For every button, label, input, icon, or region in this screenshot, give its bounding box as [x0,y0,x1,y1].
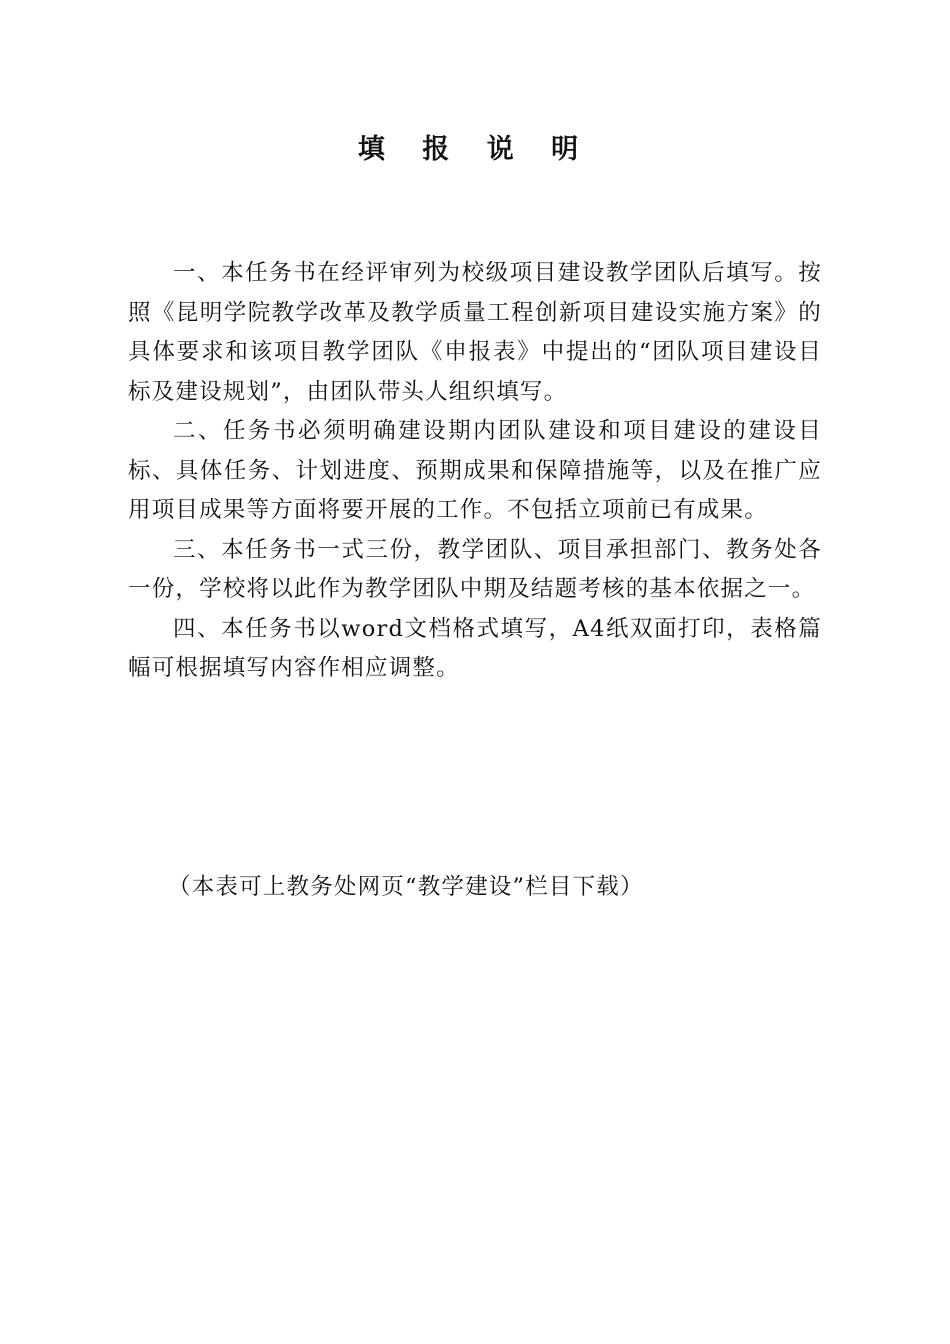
download-note: （本表可上教务处网页“教学建设”栏目下载） [168,874,644,900]
instruction-paragraph-3: 三、本任务书一式三份，教学团队、项目承担部门、教务处各一份，学校将以此作为教学团队中期及结题考核的基本依据之一。 [128,536,822,602]
instruction-paragraph-2: 二、任务书必须明确建设期内团队建设和项目建设的建设目标、具体任务、计划进度、预期成果和保障措施等，以及在推广应用项目成果等方面将要开展的工作。不包括立项前已有成果。 [128,418,822,523]
page-title: 填 报 说 明 [357,134,593,165]
instruction-paragraph-1: 一、本任务书在经评审列为校级项目建设教学团队后填写。按照《昆明学院教学改革及教学质量工程创新项目建设实施方案》的具体要求和该项目教学团队《申报表》中提出的“团队项目建设目标及建设规划”，由团队带头人组织填写。 [128,260,822,405]
instructions-body [128,254,822,689]
instruction-paragraph-4: 四、本任务书以word文档格式填写，A4纸双面打印，表格篇幅可根据填写内容作相应调整。 [128,615,822,681]
